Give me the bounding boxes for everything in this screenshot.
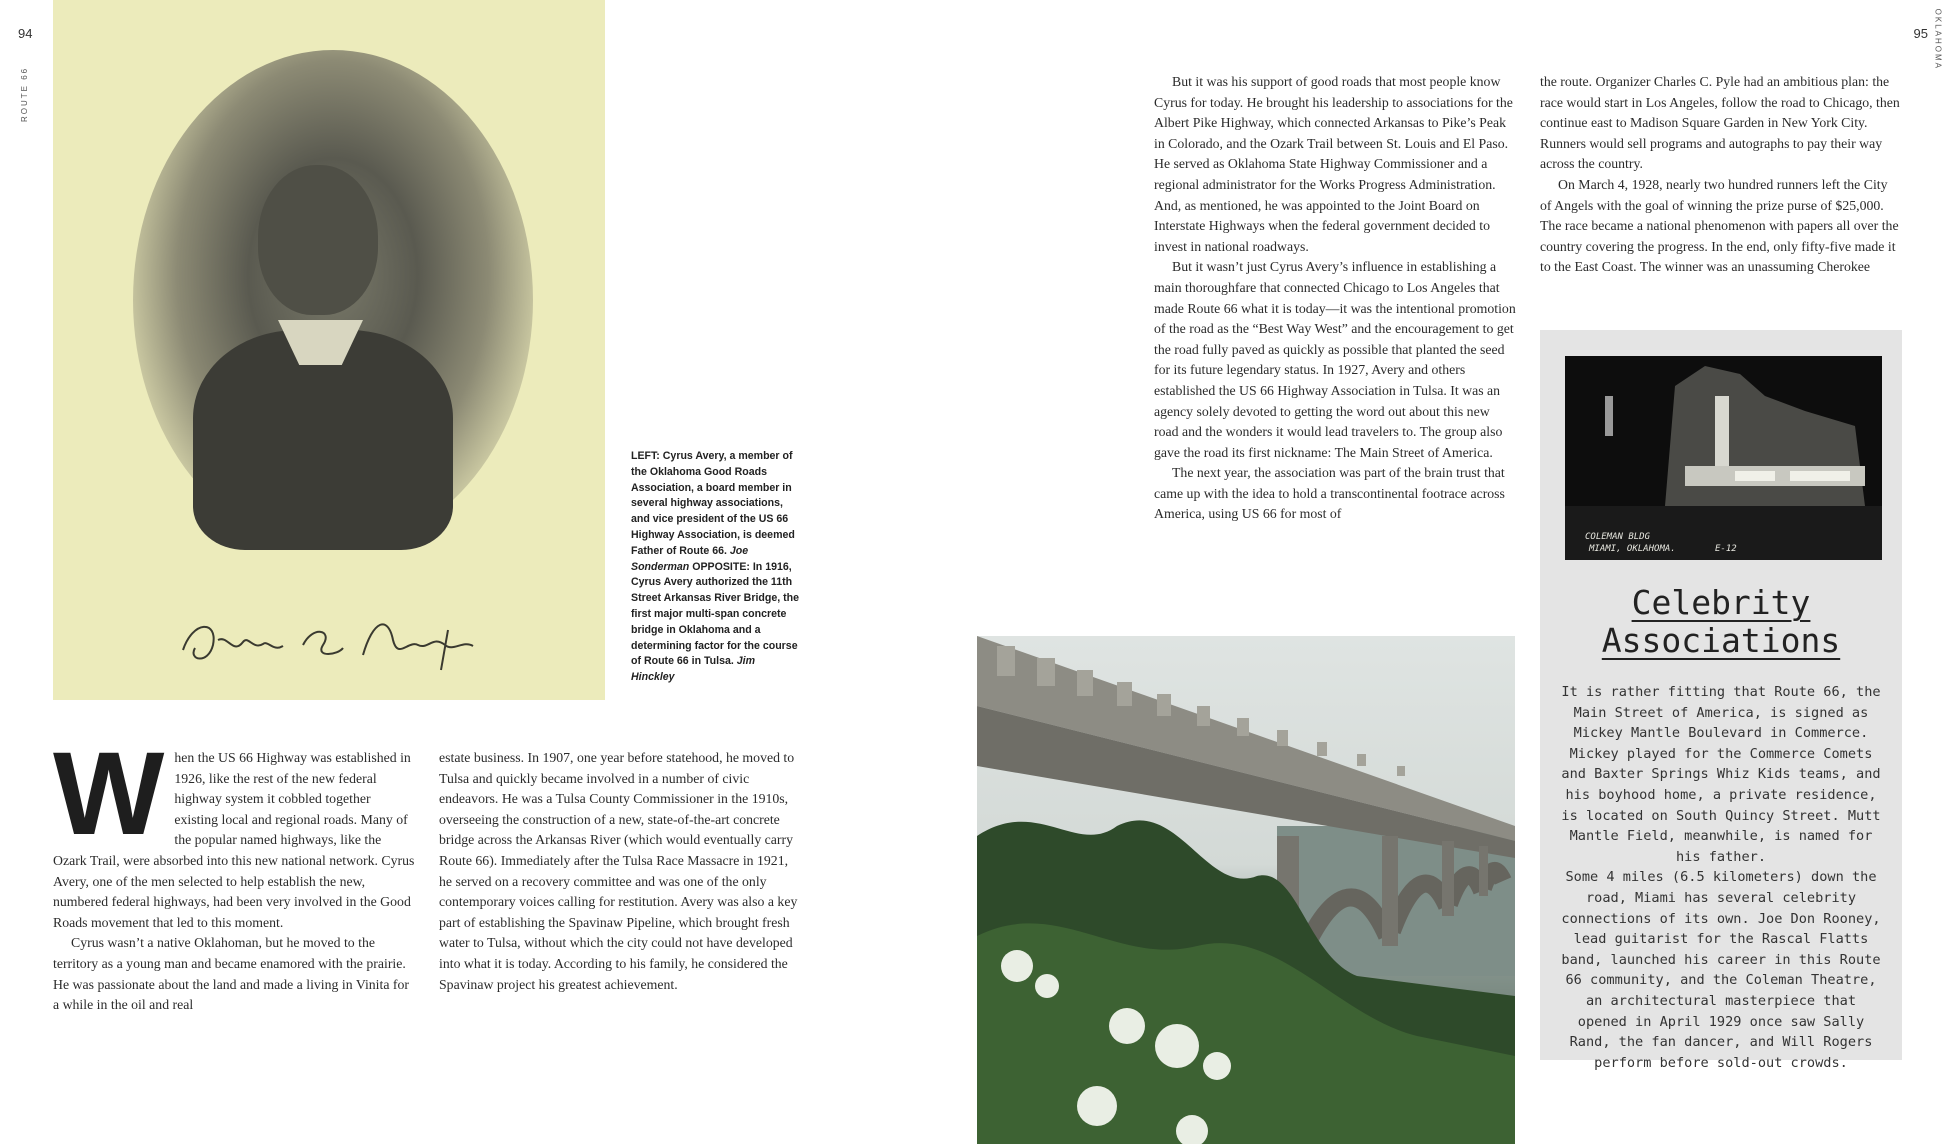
photo-label-number: E-12 xyxy=(1715,544,1737,554)
caption-opposite: OPPOSITE: In 1916, Cyrus Avery authorized the 11th Street Arkansas River Bridge, the first major multi-span concrete bridge in Oklahoma and a determining factor for the course of Route 66 in Tulsa. xyxy=(631,560,799,668)
sidebar-title-line-2: Associations xyxy=(1601,621,1841,660)
page-number-left: 94 xyxy=(18,26,33,41)
article-paragraph xyxy=(53,728,415,933)
article-paragraph: Cyrus wasn’t a native Oklahoman, but he moved to the territory as a young man and became enamored with the prairie. He was passionate about the land and made a living in Vinita for a while in the oil and real xyxy=(53,935,410,1013)
article-paragraph: On March 4, 1928, nearly two hundred runners left the City of Angels with the goal of winning the prize purse of $25,000. The race became a national phenomenon with papers all over the country covering the progress. In the end, only fifty-five made it to the East Coast. The winner was an unassuming Cherokee xyxy=(1540,176,1899,275)
article-column-4 xyxy=(1540,72,1902,278)
running-head-right: OKLAHOMA xyxy=(1933,8,1942,70)
sidebar-paragraph: Some 4 miles (6.5 kilometers) down the road, Miami has several celebrity connections of its own. Joe Don Rooney, lead guitarist for the Rascal Flatts band, launched his career in this Route 66 community, and the Coleman Theatre, an architectural masterpiece that opened in April 1929 once saw Sally Rand, the fan dancer, and Will Rogers perform before sold-out crowds. xyxy=(1561,869,1881,1071)
portrait-face xyxy=(258,165,378,315)
article-paragraph: estate business. In 1907, one year before statehood, he moved to Tulsa and quickly became involved in a number of civic endeavors. He was a Tulsa County Commissioner in the 1910s, overseeing the construction of a new, state-of-the-art concrete bridge across the Arkansas River (which would eventually carry Route 66). Immediately after the Tulsa Race Massacre in 1921, he served on a recovery committee and was one of the only contemporary voices calling for restitution. Avery was also a key part of establishing the Spavinaw Pipeline, which brought fresh water to Tulsa, without which the city could not have developed into what it is today. According to his family, he considered the Spavinaw project his greatest achievement. xyxy=(439,750,798,992)
article-column-2 xyxy=(439,748,801,995)
page-number-right: 95 xyxy=(1913,26,1928,41)
bridge-illustration xyxy=(977,636,1515,1144)
photo-caption xyxy=(631,449,801,686)
running-head-left: ROUTE 66 xyxy=(20,66,29,122)
sidebar-title xyxy=(1540,584,1902,660)
sidebar-body xyxy=(1558,682,1884,1073)
photo-label-line-1: COLEMAN BLDG xyxy=(1585,532,1651,542)
portrait-photo xyxy=(53,0,605,700)
paragraph-text: hen the US 66 Highway was established in 1926, like the rest of the new federal highway system it cobbled together existing local and regional roads. Many of the popular named highways, like the Ozark Trail, were absorbed into this new national network. Cyrus Avery, one of the men selected to help establish the new, numbered federal highways, had been very involved in the Good Roads movement that led to this moment. xyxy=(53,750,415,930)
photo-label-line-2: MIAMI, OKLAHOMA. xyxy=(1589,544,1676,554)
article-column-3 xyxy=(1154,72,1516,525)
article-paragraph: the route. Organizer Charles C. Pyle had an ambitious plan: the race would start in Los Angeles, follow the road to Chicago, then continue east to Madison Square Garden in New York City. Runners would sell programs and autographs to pay their way across the country. xyxy=(1540,74,1900,172)
bridge-photo xyxy=(977,636,1515,1144)
caption-credit-left: Joe Sonderman xyxy=(631,544,749,573)
article-paragraph: But it wasn’t just Cyrus Avery’s influence in establishing a main thoroughfare that connected Chicago to Los Angeles that made Route 66 what it is today—it was the intentional promotion of the road as the “Best Way West” and the encouragement to get the road fully paved as quickly as possible that planted the seed for its future legendary status. In 1927, Avery and others established the US 66 Highway Association in Tulsa. It was an agency solely devoted to getting the word out about this new road and the wonders it would lead travelers to. The group also gave the road its first nickname: The Main Street of America. xyxy=(1154,259,1516,460)
drop-cap: W xyxy=(53,728,161,860)
caption-credit-opposite: Jim Hinckley xyxy=(631,655,756,684)
theatre-illustration xyxy=(1565,356,1882,560)
sidebar-paragraph: It is rather fitting that Route 66, the Main Street of America, is signed as Mickey Mantle Boulevard in Commerce. Mickey played for the Commerce Comets and Baxter Springs Whiz Kids teams, and his boyhood home, a private residence, is located on South Quincy Street. Mutt Mantle Field, meanwhile, is named for his father. xyxy=(1561,684,1881,865)
sidebar-box xyxy=(1540,330,1902,1071)
caption-left: LEFT: Cyrus Avery, a member of the Oklahoma Good Roads Association, a board member in several highway associations, and vice president of the US 66 Highway Association, is deemed Father of Route 66. xyxy=(631,450,795,557)
article-column-1 xyxy=(53,728,415,1016)
sidebar-theatre-photo xyxy=(1565,356,1882,560)
sidebar-title-line-1: Celebrity xyxy=(1631,583,1811,622)
signature-image xyxy=(173,600,493,680)
article-paragraph: But it was his support of good roads that most people know Cyrus for today. He brought his leadership to associations for the Albert Pike Highway, which connected Arkansas to Pike’s Peak in Colorado, and the Ozark Trail between St. Louis and El Paso. He served as Oklahoma State Highway Commissioner and a regional administrator for the Works Progress Administration. And, as mentioned, he was appointed to the Joint Board on Interstate Highways when the federal government decided to invest in national roadways. xyxy=(1154,74,1513,254)
article-paragraph: The next year, the association was part of the brain trust that came up with the idea to hold a transcontinental footrace across America, using US 66 for most of xyxy=(1154,465,1505,522)
